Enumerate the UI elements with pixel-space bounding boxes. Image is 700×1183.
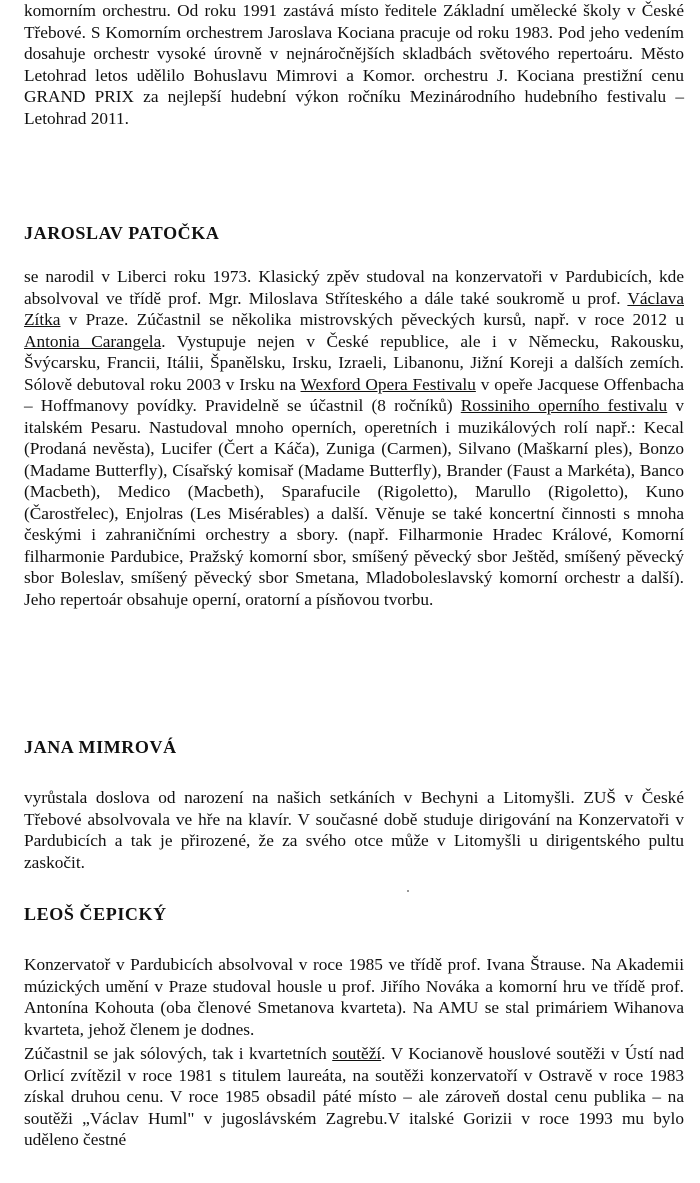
link-rossini-opera-festival[interactable]: Rossiniho operního festivalu: [460, 396, 668, 415]
scan-speck: [407, 890, 409, 892]
patocka-text-4: v opeře Jacquese Offenbacha – Hoffmanovy povídky. Pravidelně se účastnil (8 ročníků): [24, 374, 684, 415]
patocka-paragraph: [24, 266, 684, 610]
intro-paragraph: komorním orchestru. Od roku 1991 zastává místo ředitele Základní umělecké školy v České Třebové. S Komorním orchestrem Jaroslava Kociana pracuje od roku 1983. Pod jeho vedením dosahuje orchestr vysoké úrovně v nejnáročnějších skladbách světového repertoáru. Město Letohrad letos udělilo Bohuslavu Mimrovi a Komor. orchestru J. Kociana prestižní cenu GRAND PRIX za nejlepší hudební výkon ročníku Mezinárodního hudebního festivalu – Letohrad 2011.: [24, 1, 684, 128]
cepicky-paragraph-2: [24, 1043, 684, 1151]
link-vaclav-zitek[interactable]: Václava Zítka: [24, 288, 684, 329]
patocka-text-1: se narodil v Liberci roku 1973. Klasický zpěv studoval na konzervatoři v Pardubicích, kde absolvoval ve třídě prof. Mgr. Miloslava Stříteského a dále také soukromě u prof.: [24, 267, 684, 308]
underlined-soutezi: soutěží: [332, 1044, 382, 1063]
cepicky-text-1: Zúčastnil se jak sólových, tak i kvartetních: [24, 1044, 333, 1063]
patocka-text-5: v italském Pesaru. Nastudoval mnoho operních, operetních i muzikálových rolí např.: Kecal (Prodaná nevěsta), Lucifer (Čert a Káča), Zuniga (Carmen), Silvano (Maškarní ples), Bonzo (Madame Butterfly), Císařský komisař (Madame Butterfly), Brander (Faust a Markéta), Banco (Macbeth), Medico (Macbeth), Sparafucile (Rigoletto), Marullo (Rigoletto), Kuno (Čarostřelec), Enjolras (Les Misérables) a další. Věnuje se také koncertní činnosti s mnoha českými i zahraničními orchestry a sbory. (např. Filharmonie Hradec Králové, Komorní filharmonie Pardubice, Pražský komorní sbor, smíšený pěvecký sbor Ještěd, smíšený pěvecký sbor Boleslav, smíšený pěvecký sbor Smetana, Mladoboleslavský komorní orchestr a další). Jeho repertoár obsahuje operní, oratorní a písňovou tvorbu.: [24, 396, 684, 609]
heading-jana-mimrova: JANA MIMROVÁ: [24, 737, 177, 757]
heading-leos-cepicky: LEOŠ ČEPICKÝ: [24, 904, 167, 924]
link-antonio-carangelo[interactable]: Antonia Carangela: [24, 331, 162, 351]
mimrova-paragraph: vyrůstala doslova od narození na našich setkáních v Bechyni a Litomyšli. ZUŠ v České Třebové absolvovala ve hře na klavír. V současné době studuje dirigování na Konzervatoři v Pardubicích a tak je přirozené, že za svého otce může v Litomyšli u dirigentského pultu zaskočit.: [24, 788, 684, 872]
heading-jaroslav-patocka: JAROSLAV PATOČKA: [24, 223, 220, 243]
cepicky-text-2: . V Kocianově houslové soutěži v Ústí nad Orlicí zvítězil v roce 1981 s titulem laureáta, na soutěži konzervatoří v Ostravě v roce 1983 získal druhou cenu. V roce 1985 obsadil páté místo – ale zároveň dostal cenu publika – na soutěži „Václav Huml" v jugoslávském Zagrebu.V italské Gorizii v roce 1993 mu bylo uděleno čestné: [24, 1044, 684, 1149]
cepicky-paragraph-1: Konzervatoř v Pardubicích absolvoval v roce 1985 ve třídě prof. Ivana Štrause. Na Akademii múzických umění v Praze studoval housle u prof. Jiřího Nováka a komorní hru ve třídě prof. Antonína Kohouta (oba členové Smetanova kvarteta). Na AMU se stal primáriem Wihanova kvarteta, jehož členem je dodnes.: [24, 955, 684, 1039]
patocka-text-2: v Praze. Zúčastnil se několika mistrovských pěveckých kursů, např. v roce 2012 u: [60, 310, 684, 329]
patocka-text-3: . Vystupuje nejen v České republice, ale i v Německu, Rakousku, Švýcarsku, Francii, Itálii, Španělsku, Irsku, Izraeli, Libanonu, Jižní Koreji a dalších zemích. Sólově debutoval roku 2003 v Irsku na: [24, 331, 684, 394]
link-wexford-opera-festival[interactable]: Wexford Opera Festivalu: [300, 374, 476, 394]
